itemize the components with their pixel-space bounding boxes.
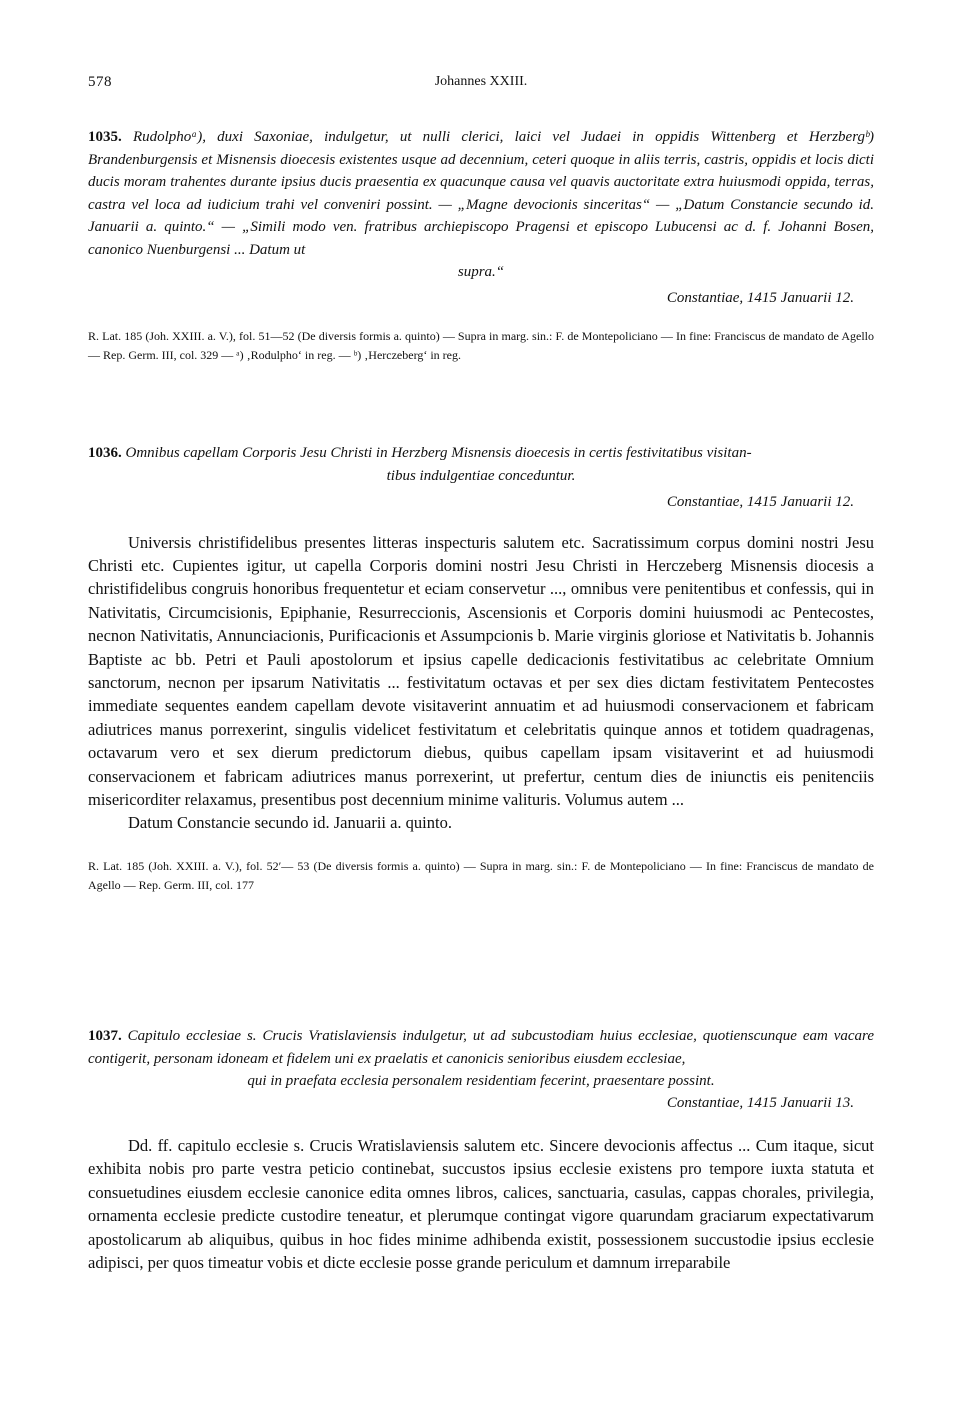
entry-date: Constantiae, 1415 Januarii 12. [666,290,854,306]
summary-text: Omnibus capellam Corporis Jesu Christi in Herzberg Misnensis dioecesis in certis festivitatibus visitan- [125,445,752,461]
source-note: R. Lat. 185 (Joh. XXIII. a. V.), fol. 51—52 (De diversis formis a. quinto) — Supra in marg. sin.: F. de Montepoliciano — In fine: Franciscus de mandato de Agello — Rep. Germ. III, col. 329 — ᵃ) ‚Rodulpho‘ in reg. — ᵇ) ‚Herczeberg‘ in reg. [88,329,874,362]
entry-summary [88,126,874,261]
entry-number: 1036. [88,445,122,461]
document-text: Universis christifidelibus presentes litteras inspecturis salutem etc. Sacratissimum corpus domini nostri Jesu Christi etc. Cupientes igitur, ut capella Corporis domini nostri Jesu Christi in Herczeberg Misnensis diocesis a christifidelibus congruis honoribus frequentetur et eciam conservetur ..., omnibus vere penitentibus et confessis, qui in Nativitatis, Circumcisionis, Epiphanie, Resurreccionis, Ascensionis et Corporis domini huiusmodi ac Pentecostes, necnon Nativitatis, Annunciacionis, Purificacionis et Assumpcionis b. Marie virginis gloriose et Nativitatis b. Johannis Baptiste ac bb. Petri et Pauli apostolorum et ipsius capelle dedicacionis festivitatibus ac celebritate Omnium sanctorum, necnon per ipsarum Nativitatis ... festivitatum octavas et per sex dies dictam festivitatem Pentecostes immediate sequentes eandem capellam devote visitaverint annuatim et ad huiusmodi conservacionem et fabricam adiutrices manus porrexerint, singulis videlicet festivitatum et celebritatis quinque annos et totidem quadragenas, octavarum vero et sex dierum predictorum diebus, quibus capellam ipsam visitaverint et ad huiusmodi conservacionem et fabricam adiutrices manus porrexerint, ut prefertur, centum dies de iniunctis eis penitenciis misericorditer relaxamus, presentibus post decennium minime valituris. Volumus autem ... [88,532,874,809]
entry-number: 1037. [88,1028,122,1044]
summary-tail: tibus indulgentiae conceduntur. [386,467,576,484]
entry-date: Constantiae, 1415 Januarii 13. [666,1095,854,1111]
page-header [88,74,874,98]
entry-1037 [88,1025,874,1274]
entry-summary [88,1025,874,1070]
entry-number: 1035. [88,129,122,145]
entry-summary [88,442,874,465]
entry-1036 [88,442,874,895]
source-note: R. Lat. 185 (Joh. XXIII. a. V.), fol. 52′— 53 (De diversis formis a. quinto) — Supra in marg. sin.: F. de Montepoliciano — In fine: Franciscus de mandato de Agello — Rep. Germ. III, col. 177 [88,858,874,892]
document-text: Dd. ff. capitulo ecclesie s. Crucis Wratislaviensis salutem etc. Sincere devocionis affectus ... Cum itaque, sicut exhibita nobis pro parte vestra peticio continebat, succustos ipsius ecclesie existens pro tempore iuxta statuta et consuetudines eiusdem ecclesie canonice edita omnes libros, calices, sanctuaria, casulas, cappas chorales, privilegia, ornamenta ecclesie predicte custodire teneatur, et plerumque contingat vigore quarundam graciarum expectativarum apostolicarum ab aliquibus, quibus in hoc fides minime adhibenda existit, possessionem succustodie ipsius ecclesie adipisci, per quos timeatur vobis et dicte ecclesie posse grande periculum et damnum irreparabile [88,1136,874,1273]
entry-date: Constantiae, 1415 Januarii 12. [666,493,854,510]
summary-text: Rudolphoᵃ), duxi Saxoniae, indulgetur, ut nulli clerici, laici vel Judaei in oppidis Wittenberg et Herzbergᵇ) Brandenburgensis et Misnensis dioecesis existentes usque ad decennium, ceteri quoque in aliis terris, castris, oppidis et locis dicti ducis moram trahentes durante ipsius ducis praesentia ex quacunque causa vel quavis auctoritate extra huiusmodi oppida, terras, castra vel loca ad iudicium trahi vel conveniri possint. — „Magne devocionis sinceritas“ — „Datum Constancie secundo id. Januarii a. quinto.“ — „Simili modo ven. fratribus archiepiscopo Pragensi et episcopo Lubucensi ac d. f. Johanni Bosen, canonico Nuenburgensi ... Datum ut [88,129,875,258]
summary-text: Capitulo ecclesiae s. Crucis Vratislaviensis indulgetur, ut ad subcustodiam huius ecclesiae, quotienscunque eam vacare contigerit, personam idoneam et fidelem uni ex praelatis et canonicis senioribus eiusdem ecclesiae, [88,1028,874,1067]
page-number: 578 [88,74,112,90]
running-head: Johannes XXIII. [434,74,528,89]
entry-1035 [88,126,874,365]
summary-tail: supra.“ [457,264,505,280]
datum-line: Datum Constancie secundo id. Januarii a. quinto. [128,813,452,833]
summary-tail: qui in praefata ecclesia personalem residentiam fecerint, praesentare possint. [247,1073,715,1089]
